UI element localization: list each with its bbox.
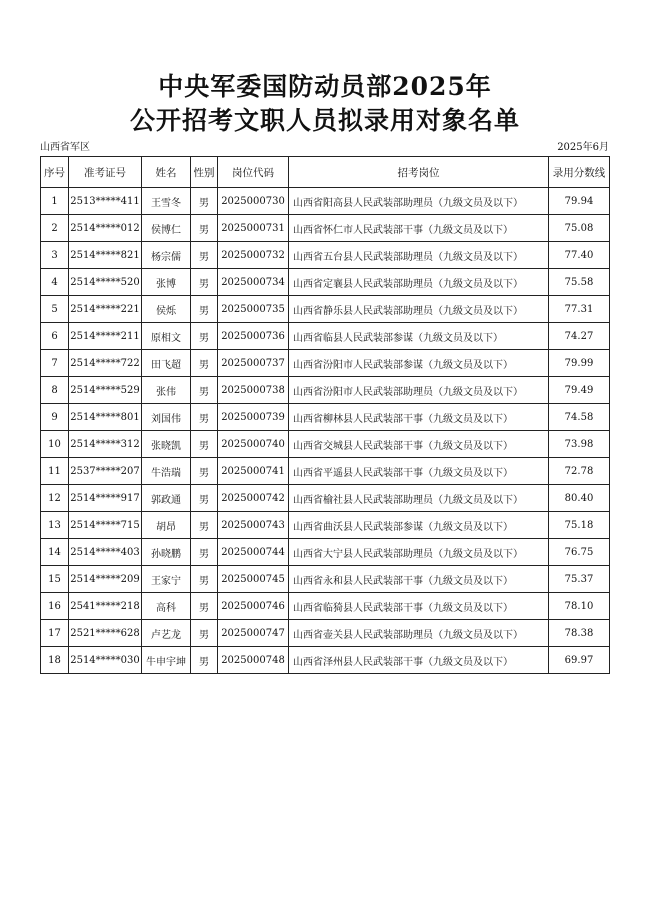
- post-title: 山西省汾阳市人民武装部助理员（九级文员及以下）: [289, 377, 549, 404]
- row-index: 18: [41, 647, 69, 674]
- post-code: 2025000742: [218, 485, 289, 512]
- post-title: 山西省汾阳市人民武装部参谋（九级文员及以下）: [289, 350, 549, 377]
- exam-number: 2514*****312: [69, 431, 142, 458]
- table-row: [41, 323, 610, 350]
- score: 75.37: [549, 566, 610, 593]
- post-code: 2025000743: [218, 512, 289, 539]
- gender: 男: [191, 350, 218, 377]
- candidate-name: 侯博仁: [142, 215, 191, 242]
- document-title: [0, 70, 650, 138]
- post-title: 山西省临县人民武装部参谋（九级文员及以下）: [289, 323, 549, 350]
- candidate-name: 郭政通: [142, 485, 191, 512]
- post-title: 山西省怀仁市人民武装部干事（九级文员及以下）: [289, 215, 549, 242]
- candidate-name: 王雪冬: [142, 188, 191, 215]
- table-row: [41, 242, 610, 269]
- score: 74.27: [549, 323, 610, 350]
- row-index: 5: [41, 296, 69, 323]
- table-row: [41, 431, 610, 458]
- row-index: 16: [41, 593, 69, 620]
- row-index: 14: [41, 539, 69, 566]
- row-index: 11: [41, 458, 69, 485]
- candidate-name: 刘国伟: [142, 404, 191, 431]
- post-title: 山西省定襄县人民武装部助理员（九级文员及以下）: [289, 269, 549, 296]
- post-code: 2025000746: [218, 593, 289, 620]
- gender: 男: [191, 593, 218, 620]
- candidate-name: 王家宁: [142, 566, 191, 593]
- candidate-name: 牛申宇坤: [142, 647, 191, 674]
- exam-number: 2514*****211: [69, 323, 142, 350]
- candidate-name: 侯烁: [142, 296, 191, 323]
- gender: 男: [191, 647, 218, 674]
- candidate-name: 高科: [142, 593, 191, 620]
- exam-number: 2541*****218: [69, 593, 142, 620]
- row-index: 3: [41, 242, 69, 269]
- post-code: 2025000737: [218, 350, 289, 377]
- score: 79.94: [549, 188, 610, 215]
- header-col-name: 姓名: [142, 157, 191, 188]
- exam-number: 2514*****917: [69, 485, 142, 512]
- candidate-name: 张博: [142, 269, 191, 296]
- table-row: [41, 269, 610, 296]
- row-index: 1: [41, 188, 69, 215]
- header-col-index: 序号: [41, 157, 69, 188]
- gender: 男: [191, 539, 218, 566]
- score: 75.58: [549, 269, 610, 296]
- meta-row: [40, 140, 609, 156]
- exam-number: 2514*****715: [69, 512, 142, 539]
- post-title: 山西省柳林县人民武装部干事（九级文员及以下）: [289, 404, 549, 431]
- title-line-1: 中央军委国防动员部2025年: [158, 72, 492, 101]
- row-index: 12: [41, 485, 69, 512]
- post-title: 山西省静乐县人民武装部助理员（九级文员及以下）: [289, 296, 549, 323]
- score: 75.08: [549, 215, 610, 242]
- roster-table: [40, 156, 610, 674]
- table-row: [41, 539, 610, 566]
- table-row: [41, 377, 610, 404]
- gender: 男: [191, 242, 218, 269]
- post-title: 山西省曲沃县人民武装部参谋（九级文员及以下）: [289, 512, 549, 539]
- candidate-name: 田飞超: [142, 350, 191, 377]
- gender: 男: [191, 188, 218, 215]
- score: 79.49: [549, 377, 610, 404]
- table-row: [41, 566, 610, 593]
- post-code: 2025000738: [218, 377, 289, 404]
- table-row: [41, 485, 610, 512]
- post-title: 山西省交城县人民武装部干事（九级文员及以下）: [289, 431, 549, 458]
- table-row: [41, 512, 610, 539]
- score: 75.18: [549, 512, 610, 539]
- candidate-name: 牛浩瑞: [142, 458, 191, 485]
- post-code: 2025000747: [218, 620, 289, 647]
- post-title: 山西省五台县人民武装部助理员（九级文员及以下）: [289, 242, 549, 269]
- exam-number: 2514*****221: [69, 296, 142, 323]
- table-row: [41, 647, 610, 674]
- table-row: [41, 620, 610, 647]
- post-title: 山西省临猗县人民武装部干事（九级文员及以下）: [289, 593, 549, 620]
- gender: 男: [191, 296, 218, 323]
- post-code: 2025000732: [218, 242, 289, 269]
- table-row: [41, 458, 610, 485]
- post-code: 2025000748: [218, 647, 289, 674]
- exam-number: 2521*****628: [69, 620, 142, 647]
- score: 73.98: [549, 431, 610, 458]
- table-row: [41, 593, 610, 620]
- exam-number: 2514*****529: [69, 377, 142, 404]
- post-title: 山西省壶关县人民武装部助理员（九级文员及以下）: [289, 620, 549, 647]
- candidate-name: 张晓凯: [142, 431, 191, 458]
- post-code: 2025000739: [218, 404, 289, 431]
- row-index: 7: [41, 350, 69, 377]
- table-row: [41, 296, 610, 323]
- gender: 男: [191, 620, 218, 647]
- score: 79.99: [549, 350, 610, 377]
- post-title: 山西省永和县人民武装部干事（九级文员及以下）: [289, 566, 549, 593]
- header-col-gender: 性别: [191, 157, 218, 188]
- post-code: 2025000730: [218, 188, 289, 215]
- post-title: 山西省阳高县人民武装部助理员（九级文员及以下）: [289, 188, 549, 215]
- post-code: 2025000740: [218, 431, 289, 458]
- row-index: 8: [41, 377, 69, 404]
- gender: 男: [191, 215, 218, 242]
- post-title: 山西省平遥县人民武装部干事（九级文员及以下）: [289, 458, 549, 485]
- row-index: 13: [41, 512, 69, 539]
- header-col-exam-number: 准考证号: [69, 157, 142, 188]
- table-row: [41, 350, 610, 377]
- row-index: 4: [41, 269, 69, 296]
- score: 74.58: [549, 404, 610, 431]
- post-title: 山西省大宁县人民武装部助理员（九级文员及以下）: [289, 539, 549, 566]
- row-index: 9: [41, 404, 69, 431]
- post-code: 2025000736: [218, 323, 289, 350]
- gender: 男: [191, 512, 218, 539]
- score: 76.75: [549, 539, 610, 566]
- date-label: 2025年6月: [557, 142, 609, 153]
- post-code: 2025000731: [218, 215, 289, 242]
- unit-label: 山西省军区: [40, 142, 90, 153]
- candidate-name: 原相文: [142, 323, 191, 350]
- candidate-name: 张伟: [142, 377, 191, 404]
- header-col-post: 招考岗位: [289, 157, 549, 188]
- post-code: 2025000744: [218, 539, 289, 566]
- title-line-2: 公开招考文职人员拟录用对象名单: [129, 106, 520, 135]
- table-row: [41, 404, 610, 431]
- score: 78.38: [549, 620, 610, 647]
- roster-body: [41, 188, 610, 674]
- header-row: [41, 157, 610, 188]
- post-title: 山西省榆社县人民武装部助理员（九级文员及以下）: [289, 485, 549, 512]
- post-code: 2025000735: [218, 296, 289, 323]
- gender: 男: [191, 431, 218, 458]
- candidate-name: 杨宗儒: [142, 242, 191, 269]
- post-code: 2025000734: [218, 269, 289, 296]
- gender: 男: [191, 566, 218, 593]
- score: 80.40: [549, 485, 610, 512]
- score: 77.31: [549, 296, 610, 323]
- exam-number: 2514*****722: [69, 350, 142, 377]
- score: 78.10: [549, 593, 610, 620]
- score: 69.97: [549, 647, 610, 674]
- exam-number: 2514*****520: [69, 269, 142, 296]
- exam-number: 2514*****030: [69, 647, 142, 674]
- score: 77.40: [549, 242, 610, 269]
- row-index: 2: [41, 215, 69, 242]
- gender: 男: [191, 485, 218, 512]
- gender: 男: [191, 458, 218, 485]
- gender: 男: [191, 404, 218, 431]
- exam-number: 2513*****411: [69, 188, 142, 215]
- post-code: 2025000745: [218, 566, 289, 593]
- candidate-name: 孙晓鹏: [142, 539, 191, 566]
- header-col-post-code: 岗位代码: [218, 157, 289, 188]
- exam-number: 2514*****012: [69, 215, 142, 242]
- row-index: 17: [41, 620, 69, 647]
- exam-number: 2514*****821: [69, 242, 142, 269]
- exam-number: 2537*****207: [69, 458, 142, 485]
- table-row: [41, 188, 610, 215]
- gender: 男: [191, 377, 218, 404]
- candidate-name: 卢艺龙: [142, 620, 191, 647]
- gender: 男: [191, 269, 218, 296]
- header-col-score: 录用分数线: [549, 157, 610, 188]
- row-index: 6: [41, 323, 69, 350]
- post-title: 山西省泽州县人民武装部干事（九级文员及以下）: [289, 647, 549, 674]
- row-index: 10: [41, 431, 69, 458]
- candidate-name: 胡昂: [142, 512, 191, 539]
- table-row: [41, 215, 610, 242]
- exam-number: 2514*****403: [69, 539, 142, 566]
- score: 72.78: [549, 458, 610, 485]
- gender: 男: [191, 323, 218, 350]
- exam-number: 2514*****209: [69, 566, 142, 593]
- exam-number: 2514*****801: [69, 404, 142, 431]
- row-index: 15: [41, 566, 69, 593]
- post-code: 2025000741: [218, 458, 289, 485]
